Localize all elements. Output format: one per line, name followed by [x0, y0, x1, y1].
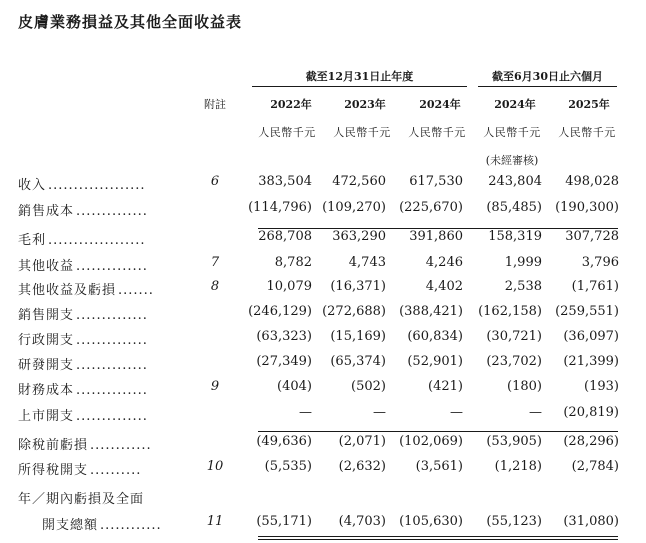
table-row	[0, 229, 646, 251]
row-label-text: 年／期內虧損及全面	[18, 492, 145, 507]
row-label	[18, 304, 148, 323]
cell-value: (502)	[351, 379, 386, 394]
cell-value: (2,071)	[338, 434, 386, 449]
header-unaudited: (未經審核)	[485, 154, 539, 167]
cell-value: (60,834)	[407, 329, 463, 344]
header-unit: 人民幣千元	[558, 126, 616, 139]
cell-value: (36,097)	[563, 329, 619, 344]
cell-value: 383,504	[258, 174, 312, 189]
row-label-text: 其他收益	[18, 259, 75, 274]
cell-value: 4,402	[425, 279, 463, 294]
row-label-text: 其他收益及虧損	[18, 283, 117, 298]
cell-value: (28,296)	[563, 434, 619, 449]
cell-value: (4,703)	[338, 514, 386, 529]
header-note: 附註	[204, 98, 226, 111]
table-row	[0, 279, 646, 301]
row-label	[18, 200, 148, 219]
table-row	[0, 304, 646, 326]
leader-dots: .......	[118, 283, 154, 298]
row-label-text: 財務成本	[18, 383, 75, 398]
leader-dots: ..........	[90, 463, 142, 478]
cell-value: (31,080)	[563, 514, 619, 529]
cell-value: (102,069)	[399, 434, 463, 449]
row-note: 8	[210, 279, 220, 294]
row-label-text: 研發開支	[18, 358, 75, 373]
leader-dots: ..............	[76, 409, 148, 424]
leader-dots: ..............	[76, 308, 148, 323]
table-row	[0, 379, 646, 401]
table-row	[0, 434, 646, 456]
cell-value: (259,551)	[555, 304, 619, 319]
row-label	[42, 514, 162, 533]
cell-value: (109,270)	[322, 200, 386, 215]
table-row	[0, 200, 646, 222]
cell-value: 243,804	[488, 174, 542, 189]
cell-value: 617,530	[409, 174, 463, 189]
header-year-2025-interim: 2025年	[568, 98, 610, 111]
row-note: 7	[210, 255, 220, 270]
cell-value: (15,169)	[330, 329, 386, 344]
cell-value: (162,158)	[478, 304, 542, 319]
cell-value: (55,171)	[256, 514, 312, 529]
leader-dots: ...................	[48, 233, 146, 248]
cell-value: 4,246	[425, 255, 463, 270]
leader-dots: ...................	[48, 178, 146, 193]
cell-value: (2,632)	[338, 459, 386, 474]
row-note: 11	[206, 514, 224, 529]
cell-value: (1,218)	[494, 459, 542, 474]
cell-value: 1,999	[504, 255, 542, 270]
cell-value: (23,702)	[486, 354, 542, 369]
cell-value: (388,421)	[399, 304, 463, 319]
table-row	[0, 514, 646, 536]
row-label	[18, 329, 148, 348]
row-label-text: 行政開支	[18, 333, 75, 348]
cell-value: 472,560	[332, 174, 386, 189]
cell-value: (3,561)	[415, 459, 463, 474]
row-label	[18, 379, 148, 398]
leader-dots: ..............	[76, 358, 148, 373]
header-unit: 人民幣千元	[408, 126, 466, 139]
cell-value: (225,670)	[399, 200, 463, 215]
cell-value: (180)	[507, 379, 542, 394]
subtotal-rule	[258, 228, 618, 229]
leader-dots: ..............	[76, 383, 148, 398]
cell-value: (2,784)	[571, 459, 619, 474]
cell-value: (16,371)	[330, 279, 386, 294]
header-unit: 人民幣千元	[258, 126, 316, 139]
cell-value: (1,761)	[571, 279, 619, 294]
cell-value: 4,743	[348, 255, 386, 270]
row-label	[18, 229, 146, 248]
row-label	[18, 488, 146, 507]
cell-value: —	[450, 405, 463, 420]
total-double-rule	[258, 536, 618, 540]
cell-value: (30,721)	[486, 329, 542, 344]
row-label-text: 收入	[18, 178, 47, 193]
cell-value: 498,028	[565, 174, 619, 189]
cell-value: 363,290	[332, 229, 386, 244]
cell-value: (190,300)	[555, 200, 619, 215]
cell-value: (55,123)	[486, 514, 542, 529]
row-label	[18, 255, 148, 274]
cell-value: (20,819)	[563, 405, 619, 420]
row-label-text: 銷售成本	[18, 204, 75, 219]
leader-dots: ..............	[76, 204, 148, 219]
cell-value: (52,901)	[407, 354, 463, 369]
cell-value: (105,630)	[399, 514, 463, 529]
header-unit: 人民幣千元	[333, 126, 391, 139]
table-row	[0, 459, 646, 481]
row-note: 6	[210, 174, 220, 189]
cell-value: (49,636)	[256, 434, 312, 449]
cell-value: 3,796	[581, 255, 619, 270]
cell-value: (114,796)	[248, 200, 312, 215]
cell-value: (272,688)	[322, 304, 386, 319]
cell-value: 268,708	[258, 229, 312, 244]
header-year-2024-interim: 2024年	[494, 98, 536, 111]
row-label	[18, 405, 148, 424]
subtotal-rule	[258, 431, 618, 432]
cell-value: (404)	[277, 379, 312, 394]
table-row	[0, 174, 646, 196]
cell-value: (53,905)	[486, 434, 542, 449]
header-year-2022: 2022年	[270, 98, 312, 111]
table-row	[0, 354, 646, 376]
cell-value: (421)	[428, 379, 463, 394]
cell-value: 10,079	[266, 279, 312, 294]
header-unit: 人民幣千元	[483, 126, 541, 139]
cell-value: 2,538	[504, 279, 542, 294]
row-label-text: 上市開支	[18, 409, 75, 424]
leader-dots: ..............	[76, 333, 148, 348]
table-row	[0, 329, 646, 351]
table-row	[0, 405, 646, 427]
row-label-text: 銷售開支	[18, 308, 75, 323]
page-title: 皮膚業務損益及其他全面收益表	[18, 13, 243, 31]
cell-value: (246,129)	[248, 304, 312, 319]
header-group-six-months: 截至6月30日止六個月	[478, 68, 617, 87]
cell-value: (65,374)	[330, 354, 386, 369]
cell-value: 8,782	[274, 255, 312, 270]
row-label	[18, 354, 148, 373]
row-note: 9	[210, 379, 220, 394]
row-label	[18, 279, 154, 298]
leader-dots: ..............	[76, 259, 148, 274]
header-group-year-end: 截至12月31日止年度	[252, 68, 467, 87]
header-year-2023: 2023年	[344, 98, 386, 111]
row-label-text: 除稅前虧損	[18, 438, 89, 453]
table-row	[0, 488, 646, 510]
cell-value: —	[529, 405, 542, 420]
cell-value: (27,349)	[256, 354, 312, 369]
row-label	[18, 459, 141, 478]
cell-value: —	[299, 405, 312, 420]
cell-value: (21,399)	[563, 354, 619, 369]
row-note: 10	[206, 459, 224, 474]
row-label	[18, 434, 152, 453]
cell-value: —	[373, 405, 386, 420]
cell-value: (193)	[584, 379, 619, 394]
cell-value: (5,535)	[264, 459, 312, 474]
cell-value: 391,860	[409, 229, 463, 244]
header-year-2024: 2024年	[419, 98, 461, 111]
cell-value: (85,485)	[486, 200, 542, 215]
leader-dots: ............	[90, 438, 152, 453]
cell-value: 307,728	[565, 229, 619, 244]
table-row	[0, 255, 646, 277]
cell-value: 158,319	[488, 229, 542, 244]
row-label-text: 開支總額	[42, 518, 99, 533]
leader-dots: ............	[100, 518, 162, 533]
row-label-text: 所得稅開支	[18, 463, 89, 478]
cell-value: (63,323)	[256, 329, 312, 344]
row-label	[18, 174, 146, 193]
row-label-text: 毛利	[18, 233, 47, 248]
